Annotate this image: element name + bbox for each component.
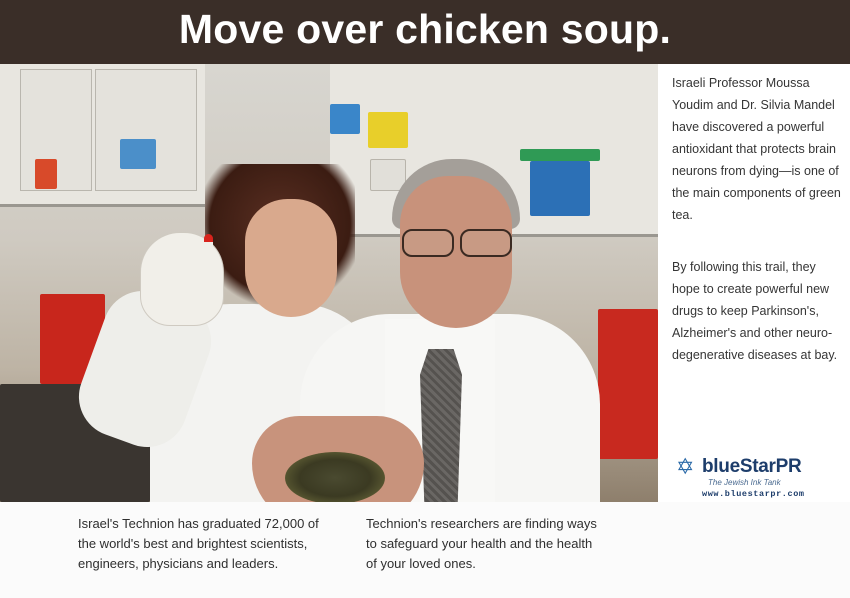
man-tie: [420, 349, 462, 502]
logo-url: www.bluestarpr.com: [702, 489, 805, 499]
lab-container: [598, 309, 658, 459]
lab-container: [330, 104, 360, 134]
star-of-david-icon: ✡: [676, 454, 695, 479]
lab-container: [530, 161, 590, 216]
sidebar-copy: [658, 64, 850, 502]
bluestar-logo: [676, 456, 846, 502]
woman-face: [245, 199, 337, 317]
logo-name: blueStarPR: [702, 456, 802, 477]
capsule-pill: [204, 234, 213, 250]
green-tea-leaves: [285, 452, 385, 502]
sidebar-paragraph: Israeli Professor Moussa Youdim and Dr. Silvia Mandel have discovered a powerful antioxidant that protects brain neurons from dying—is one of the main components of green tea.: [672, 76, 841, 222]
footer-column-right: Technion's researchers are finding ways to safeguard your health and the health of your loved ones.: [366, 516, 597, 571]
footer-column-left: Israel's Technion has graduated 72,000 of the world's best and brightest scientists, engineers, physicians and leaders.: [78, 516, 319, 571]
headline-bar: [0, 0, 850, 64]
eyeglasses: [398, 229, 514, 255]
logo-tagline: The Jewish Ink Tank: [708, 478, 781, 487]
lab-photo: [0, 64, 658, 502]
lab-container: [35, 159, 57, 189]
headline: Move over chicken soup.: [178, 6, 672, 52]
lab-container: [520, 149, 600, 161]
lab-cabinet: [95, 69, 197, 191]
lab-container: [368, 112, 408, 148]
footer-copy: [0, 502, 850, 598]
sidebar-paragraph: By following this trail, they hope to create powerful new drugs to keep Parkinson's, Alzheimer's and other neuro-degenerative diseases at bay.: [672, 260, 838, 362]
lab-container: [120, 139, 156, 169]
